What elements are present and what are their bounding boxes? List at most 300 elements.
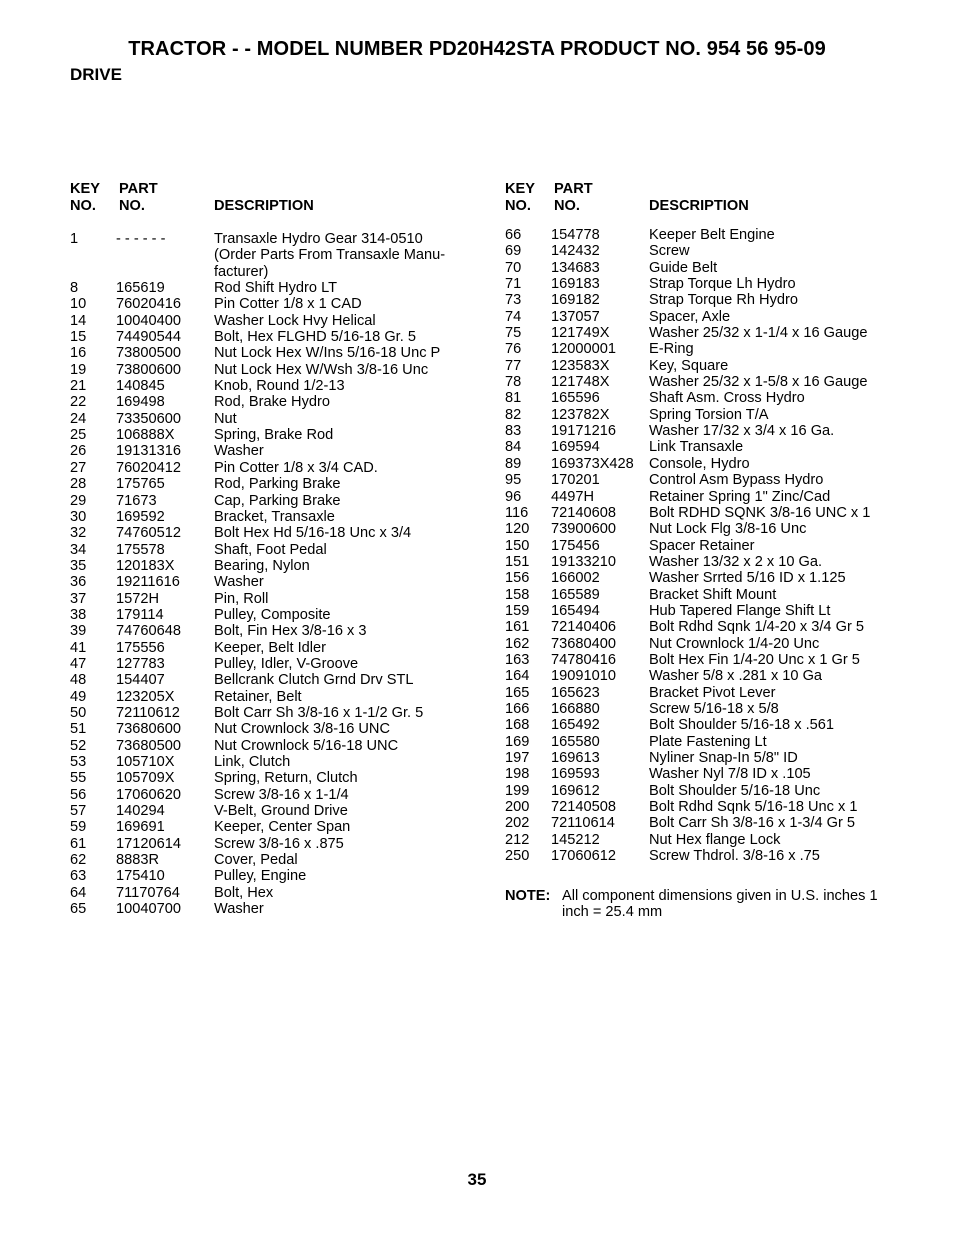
key-number: 30	[70, 508, 87, 525]
table-row	[505, 766, 925, 782]
key-number: 35	[70, 557, 87, 574]
table-row	[70, 738, 480, 754]
part-description: Pulley, Composite	[214, 606, 331, 623]
part-number: 76020416	[116, 296, 181, 313]
part-description: Screw Thdrol. 3/8-16 x .75	[649, 848, 820, 865]
part-description: Washer 13/32 x 2 x 10 Ga.	[649, 553, 823, 570]
key-number: 10	[70, 296, 87, 313]
part-description: Bolt Hex Fin 1/4-20 Unc x 1 Gr 5	[649, 651, 860, 668]
key-number: 29	[70, 492, 87, 509]
part-number: 74780416	[551, 651, 616, 668]
key-number: 163	[505, 651, 530, 668]
part-description: Strap Torque Rh Hydro	[649, 292, 798, 309]
part-description: Washer	[214, 443, 264, 460]
table-row	[505, 685, 925, 701]
table-row	[70, 656, 480, 672]
table-row	[505, 423, 925, 439]
part-number: 145212	[551, 831, 600, 848]
part-description: Spring Torsion T/A	[649, 406, 769, 423]
parts-table-left	[70, 181, 480, 917]
part-description: Bolt Carr Sh 3/8-16 x 1-1/2 Gr. 5	[214, 704, 424, 721]
key-number: 164	[505, 668, 530, 685]
part-description: Nut Lock Flg 3/8-16 Unc	[649, 521, 807, 538]
part-description: Spacer, Axle	[649, 308, 731, 325]
key-number: 32	[70, 525, 87, 542]
part-description: Guide Belt	[649, 259, 718, 276]
key-header-line1: KEY	[70, 181, 101, 197]
part-number: 154407	[116, 672, 165, 689]
part-number: 123205X	[116, 688, 175, 705]
part-number: 137057	[551, 308, 600, 325]
part-number: 73680500	[116, 737, 181, 754]
key-number: 96	[505, 488, 522, 505]
parts-list-right	[505, 227, 925, 864]
page-number: 35	[467, 1170, 487, 1189]
key-number: 52	[70, 737, 87, 754]
table-row	[505, 390, 925, 406]
part-number: 74760512	[116, 525, 181, 542]
table-row	[70, 721, 480, 737]
key-number: 71	[505, 276, 522, 293]
key-number: 202	[505, 815, 530, 832]
part-description: Pin Cotter 1/8 x 3/4 CAD.	[214, 459, 378, 476]
part-description: Retainer Spring 1" Zinc/Cad	[649, 488, 831, 505]
table-row	[505, 848, 925, 864]
key-number: 21	[70, 378, 87, 395]
table-row	[505, 276, 925, 292]
table-row	[70, 607, 480, 623]
part-number: 73900600	[551, 521, 616, 538]
key-number: 50	[70, 704, 87, 721]
table-row	[70, 754, 480, 770]
part-description: Washer 5/8 x .281 x 10 Ga	[649, 668, 823, 685]
part-description: Bolt Shoulder 5/16-18 x .561	[649, 717, 834, 734]
part-number: 169691	[116, 819, 165, 836]
part-description: Bolt, Hex	[214, 884, 274, 901]
table-row	[70, 852, 480, 868]
part-number: 17060612	[551, 848, 616, 865]
part-number: 106888X	[116, 427, 175, 444]
key-number: 51	[70, 721, 87, 738]
table-row	[505, 832, 925, 848]
part-number: 134683	[551, 259, 600, 276]
key-number: 16	[70, 345, 87, 362]
part-number: 179114	[116, 606, 164, 623]
part-number: 169373X428	[551, 455, 634, 472]
table-row	[505, 619, 925, 635]
part-description: Pulley, Idler, V-Groove	[214, 655, 359, 672]
part-number: 120183X	[116, 557, 175, 574]
table-row	[70, 868, 480, 884]
part-number: 166880	[551, 700, 600, 717]
table-row	[70, 787, 480, 803]
table-row	[505, 636, 925, 652]
table-row	[505, 407, 925, 423]
part-description: Washer	[214, 901, 264, 918]
part-description: Nut	[214, 410, 237, 427]
part-description: Bolt Hex Hd 5/16-18 Unc x 3/4	[214, 525, 412, 542]
table-row	[70, 640, 480, 656]
table-row	[70, 362, 480, 378]
part-number: 121749X	[551, 325, 610, 342]
part-description: Bolt, Fin Hex 3/8-16 x 3	[214, 623, 367, 640]
key-number: 150	[505, 537, 530, 554]
key-number: 81	[505, 390, 522, 407]
table-row	[505, 652, 925, 668]
part-description: Retainer, Belt	[214, 688, 302, 705]
key-number: 169	[505, 733, 530, 750]
description-header: DESCRIPTION	[214, 198, 314, 214]
table-row	[505, 260, 925, 276]
key-number: 8	[70, 280, 79, 297]
table-row	[70, 280, 480, 296]
table-row	[505, 341, 925, 357]
part-description: Shaft Asm. Cross Hydro	[649, 390, 805, 407]
key-number: 200	[505, 799, 530, 816]
part-number: 175578	[116, 541, 165, 558]
table-row	[70, 329, 480, 345]
part-number: 72110612	[116, 704, 180, 721]
part-description: Plate Fastening Lt	[649, 733, 767, 750]
part-description: Nut Crownlock 5/16-18 UNC	[214, 737, 399, 754]
part-number: 169612	[551, 782, 600, 799]
key-number: 66	[505, 227, 522, 243]
part-number: 175410	[116, 868, 165, 885]
part-description: Bracket Pivot Lever	[649, 684, 776, 701]
part-description: Spacer Retainer	[649, 537, 755, 554]
table-row	[70, 803, 480, 819]
part-description: V-Belt, Ground Drive	[214, 803, 348, 820]
key-number: 76	[505, 341, 522, 358]
part-number: 74490544	[116, 329, 181, 346]
part-number: 17120614	[116, 835, 181, 852]
table-row	[505, 538, 925, 554]
key-number: 159	[505, 602, 530, 619]
table-row	[70, 460, 480, 476]
part-description: Link, Clutch	[214, 754, 291, 771]
part-number: 105709X	[116, 770, 175, 787]
key-number: 57	[70, 803, 87, 820]
key-number: 1	[70, 231, 79, 247]
part-number: 140845	[116, 378, 165, 395]
part-description: Nut Lock Hex W/Wsh 3/8-16 Unc	[214, 361, 429, 378]
key-number: 25	[70, 427, 87, 444]
part-description: Shaft, Foot Pedal	[214, 541, 327, 558]
part-description: Keeper, Center Span	[214, 819, 351, 836]
key-number: 56	[70, 786, 87, 803]
part-description: Bolt Shoulder 5/16-18 Unc	[649, 782, 821, 799]
part-description: Washer Srrted 5/16 ID x 1.125	[649, 570, 846, 587]
part-number: 169592	[116, 508, 165, 525]
key-number: 28	[70, 476, 87, 493]
table-row	[505, 815, 925, 831]
part-number: 19091010	[551, 668, 616, 685]
table-row	[505, 799, 925, 815]
table-row	[70, 574, 480, 590]
part-number: 166002	[551, 570, 600, 587]
part-header-line1: PART	[554, 181, 593, 197]
table-row	[505, 472, 925, 488]
key-number: 36	[70, 574, 87, 591]
part-number: 73800500	[116, 345, 181, 362]
table-row	[505, 227, 925, 243]
part-number: 123782X	[551, 406, 610, 423]
table-row	[70, 705, 480, 721]
part-number: 169594	[551, 439, 600, 456]
key-number: 89	[505, 455, 522, 472]
part-description: Screw 3/8-16 x .875	[214, 835, 344, 852]
part-number: 175556	[116, 639, 165, 656]
part-description: Bracket, Transaxle	[214, 508, 335, 525]
part-number: 10040400	[116, 312, 181, 329]
table-row	[505, 292, 925, 308]
part-description: Washer	[214, 574, 264, 591]
part-number: 71170764	[116, 884, 180, 901]
part-header-line2: NO.	[119, 198, 145, 214]
part-description: Console, Hydro	[649, 455, 750, 472]
key-number: 63	[70, 868, 87, 885]
part-description: Rod Shift Hydro LT	[214, 280, 338, 297]
part-number: 165596	[551, 390, 600, 407]
table-row	[505, 701, 925, 717]
key-number: 168	[505, 717, 530, 734]
part-number: 142432	[551, 243, 600, 260]
key-number: 26	[70, 443, 87, 460]
part-description: Nut Hex flange Lock	[649, 831, 781, 848]
part-number: 165589	[551, 586, 600, 603]
part-number: 175456	[551, 537, 600, 554]
part-description: Spring, Brake Rod	[214, 427, 334, 444]
part-description: Nyliner Snap-In 5/8" ID	[649, 750, 798, 766]
key-number: 41	[70, 639, 87, 656]
table-row	[70, 836, 480, 852]
table-row	[505, 570, 925, 586]
part-description: Nut Crownlock 3/8-16 UNC	[214, 721, 390, 738]
table-row	[505, 325, 925, 341]
table-row	[70, 296, 480, 312]
part-description: Knob, Round 1/2-13	[214, 378, 345, 395]
part-description: Washer 25/32 x 1-5/8 x 16 Gauge	[649, 374, 868, 391]
part-description: Screw 5/16-18 x 5/8	[649, 700, 779, 717]
key-number: 65	[70, 901, 87, 918]
table-row	[70, 901, 480, 917]
part-number: 169593	[551, 766, 600, 783]
part-description: Washer 25/32 x 1-1/4 x 16 Gauge	[649, 325, 868, 342]
part-number: 169613	[551, 750, 600, 766]
note-label: NOTE:	[505, 888, 551, 904]
key-number: 78	[505, 374, 522, 391]
table-row	[70, 672, 480, 688]
key-number: 212	[505, 831, 530, 848]
key-number: 55	[70, 770, 87, 787]
part-description: Control Asm Bypass Hydro	[649, 472, 824, 489]
table-row	[70, 542, 480, 558]
table-row	[70, 394, 480, 410]
part-header-line1: PART	[119, 181, 158, 197]
key-number: 64	[70, 884, 87, 901]
part-number: 72140508	[551, 799, 616, 816]
key-number: 95	[505, 472, 522, 489]
part-number: 73800600	[116, 361, 181, 378]
part-number: 74760648	[116, 623, 181, 640]
table-row	[505, 750, 925, 766]
key-number: 84	[505, 439, 522, 456]
part-number: 72140406	[551, 619, 616, 636]
part-number: 1572H	[116, 590, 160, 607]
part-description: Keeper, Belt Idler	[214, 639, 326, 656]
part-description: Strap Torque Lh Hydro	[649, 276, 796, 293]
part-description: Pin Cotter 1/8 x 1 CAD	[214, 296, 362, 313]
part-number: 72140608	[551, 504, 616, 521]
part-number: 4497H	[551, 488, 595, 505]
parts-list-left	[70, 231, 480, 917]
table-row	[505, 587, 925, 603]
page-title: TRACTOR - - MODEL NUMBER PD20H42STA PRODUCT NO. 954 56 95-09	[128, 38, 826, 60]
part-number: 19171216	[551, 423, 616, 440]
part-number: 165623	[551, 684, 600, 701]
part-description: Pin, Roll	[214, 590, 269, 607]
key-number: 49	[70, 688, 87, 705]
key-number: 69	[505, 243, 522, 260]
part-number: 73680600	[116, 721, 181, 738]
part-number: 121748X	[551, 374, 610, 391]
key-number: 116	[505, 504, 529, 521]
key-number: 48	[70, 672, 87, 689]
table-row	[70, 623, 480, 639]
part-description: Bolt, Hex FLGHD 5/16-18 Gr. 5	[214, 329, 416, 346]
table-row	[505, 456, 925, 472]
table-row	[505, 358, 925, 374]
key-number: 34	[70, 541, 87, 558]
key-number: 120	[505, 521, 530, 538]
table-row	[505, 734, 925, 750]
part-description: Screw 3/8-16 x 1-1/4	[214, 786, 349, 803]
part-number: 8883R	[116, 852, 160, 869]
part-description: Screw	[649, 243, 690, 260]
table-row	[505, 374, 925, 390]
part-number: 12000001	[551, 341, 616, 358]
key-number: 15	[70, 329, 87, 346]
description-header: DESCRIPTION	[649, 198, 749, 214]
part-number: 10040700	[116, 901, 181, 918]
table-row	[70, 689, 480, 705]
part-number: 165494	[551, 602, 600, 619]
part-description: Washer Nyl 7/8 ID x .105	[649, 766, 811, 783]
part-description: Link Transaxle	[649, 439, 744, 456]
part-number: 105710X	[116, 754, 175, 771]
part-number: 170201	[551, 472, 600, 489]
part-number: 73350600	[116, 410, 181, 427]
key-number: 161	[505, 619, 530, 636]
table-row	[505, 717, 925, 733]
key-number: 166	[505, 700, 530, 717]
key-header-line2: NO.	[505, 198, 531, 214]
part-number: 165580	[551, 733, 600, 750]
table-row	[70, 231, 480, 280]
key-number: 59	[70, 819, 87, 836]
section-heading: DRIVE	[70, 65, 122, 84]
key-number: 27	[70, 459, 87, 476]
part-description: Key, Square	[649, 357, 729, 374]
table-row	[70, 345, 480, 361]
part-number: 19133210	[551, 553, 616, 570]
key-number: 165	[505, 684, 530, 701]
part-number: 140294	[116, 803, 165, 820]
key-header-line2: NO.	[70, 198, 96, 214]
key-number: 156	[505, 570, 530, 587]
part-description: Washer Lock Hvy Helical	[214, 312, 376, 329]
table-row	[505, 783, 925, 799]
table-row	[70, 558, 480, 574]
key-number: 38	[70, 606, 87, 623]
part-description: Rod, Parking Brake	[214, 476, 341, 493]
part-number: - - - - - -	[116, 231, 166, 247]
part-number: 169183	[551, 276, 600, 293]
part-description: Bracket Shift Mount	[649, 586, 777, 603]
table-header	[505, 181, 925, 215]
key-number: 70	[505, 259, 522, 276]
part-description: Cover, Pedal	[214, 852, 298, 869]
part-description: Bearing, Nylon	[214, 557, 310, 574]
key-number: 24	[70, 410, 87, 427]
part-description: Bolt Rdhd Sqnk 1/4-20 x 3/4 Gr 5	[649, 619, 864, 636]
part-description: Spring, Return, Clutch	[214, 770, 358, 787]
table-row	[505, 521, 925, 537]
table-header	[70, 181, 480, 215]
table-row	[70, 443, 480, 459]
table-row	[70, 476, 480, 492]
key-number: 74	[505, 308, 522, 325]
table-row	[70, 591, 480, 607]
key-number: 77	[505, 357, 522, 374]
key-number: 250	[505, 848, 530, 865]
table-row	[505, 243, 925, 259]
key-number: 39	[70, 623, 87, 640]
part-number: 19211616	[116, 574, 180, 591]
part-number: 19131316	[116, 443, 181, 460]
part-description: Bellcrank Clutch Grnd Drv STL	[214, 672, 414, 689]
key-number: 198	[505, 766, 530, 783]
part-number: 165492	[551, 717, 600, 734]
part-number: 169182	[551, 292, 600, 309]
part-number: 165619	[116, 280, 165, 297]
key-number: 22	[70, 394, 87, 411]
table-row	[505, 554, 925, 570]
part-description: Bolt Rdhd Sqnk 5/16-18 Unc x 1	[649, 799, 858, 816]
part-header-line2: NO.	[554, 198, 580, 214]
key-number: 53	[70, 754, 87, 771]
part-number: 123583X	[551, 357, 610, 374]
part-number: 169498	[116, 394, 165, 411]
part-description: Pulley, Engine	[214, 868, 307, 885]
part-number: 71673	[116, 492, 157, 509]
table-row	[505, 439, 925, 455]
key-number: 19	[70, 361, 87, 378]
key-number: 158	[505, 586, 530, 603]
table-row	[70, 411, 480, 427]
key-number: 47	[70, 655, 87, 672]
part-description: Cap, Parking Brake	[214, 492, 341, 509]
part-description: Hub Tapered Flange Shift Lt	[649, 602, 831, 619]
key-number: 162	[505, 635, 530, 652]
part-number: 76020412	[116, 459, 181, 476]
part-description: Transaxle Hydro Gear 314-0510 (Order Parts From Transaxle Manu-facturer)	[214, 231, 446, 280]
table-row	[70, 378, 480, 394]
key-number: 83	[505, 423, 522, 440]
table-row	[505, 489, 925, 505]
key-number: 199	[505, 782, 530, 799]
table-row	[505, 668, 925, 684]
